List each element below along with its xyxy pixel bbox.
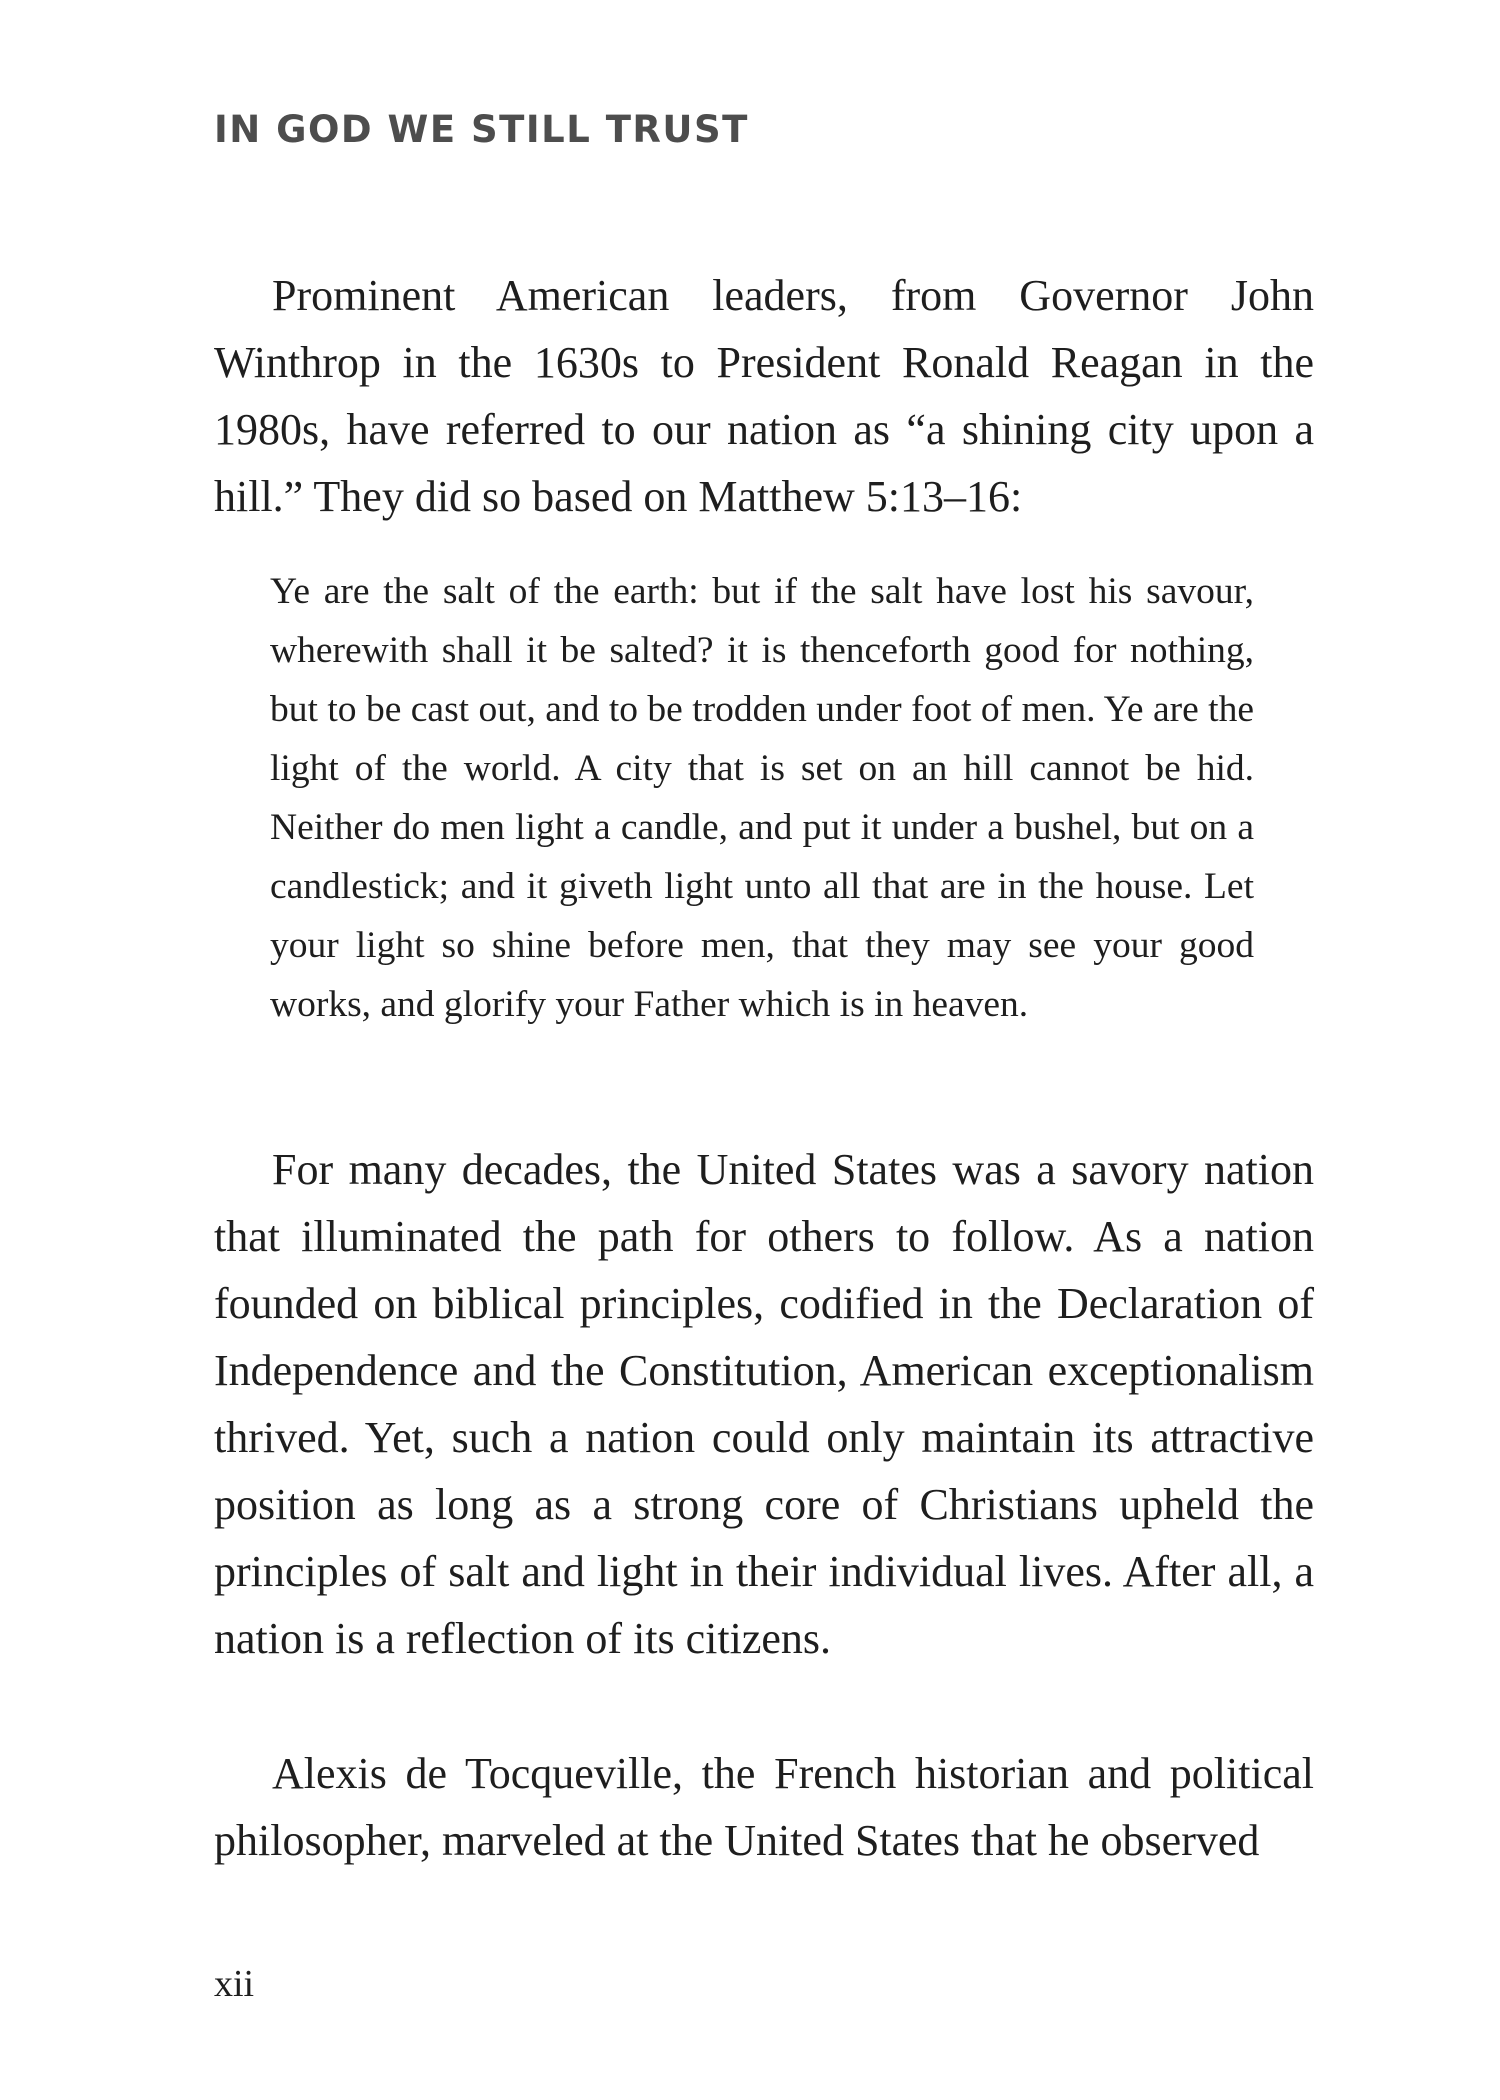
body-paragraph-tocqueville: Alexis de Tocqueville, the French historian and political philosopher, marveled at the United States that he observed: [214, 1749, 1314, 1865]
running-head: IN GOD WE STILL TRUST: [214, 108, 749, 151]
scripture-block-quote: Ye are the salt of the earth: but if the salt have lost his savour, wherewith shall it be salted? it is thenceforth good for nothing, but to be cast out, and to be trodden under foot of men. Ye are the light of the world. A city that is set on an hill cannot be hid. Neither do men light a candle, and put it under a bushel, but on a candlestick; and it giveth light unto all that are in the house. Let your light so shine before men, that they may see your good works, and glorify your Father which is in heaven.: [270, 571, 1254, 1025]
body-paragraph-intro: Prominent American leaders, from Governor John Winthrop in the 1630s to President Ronald Reagan in the 1980s, have referred to our nation as “a shining city upon a hill.” They did so based on Matthew 5:13–16:: [214, 271, 1314, 521]
page-number: xii: [214, 1963, 255, 2005]
body-paragraph-decades: For many decades, the United States was a savory nation that illuminated the path for others to follow. As a nation founded on biblical principles, codified in the Declaration of Independence and the Constitution, American exceptionalism thrived. Yet, such a nation could only maintain its attractive position as long as a strong core of Christians upheld the principles of salt and light in their individual lives. After all, a nation is a reflection of its citizens.: [214, 1145, 1314, 1663]
